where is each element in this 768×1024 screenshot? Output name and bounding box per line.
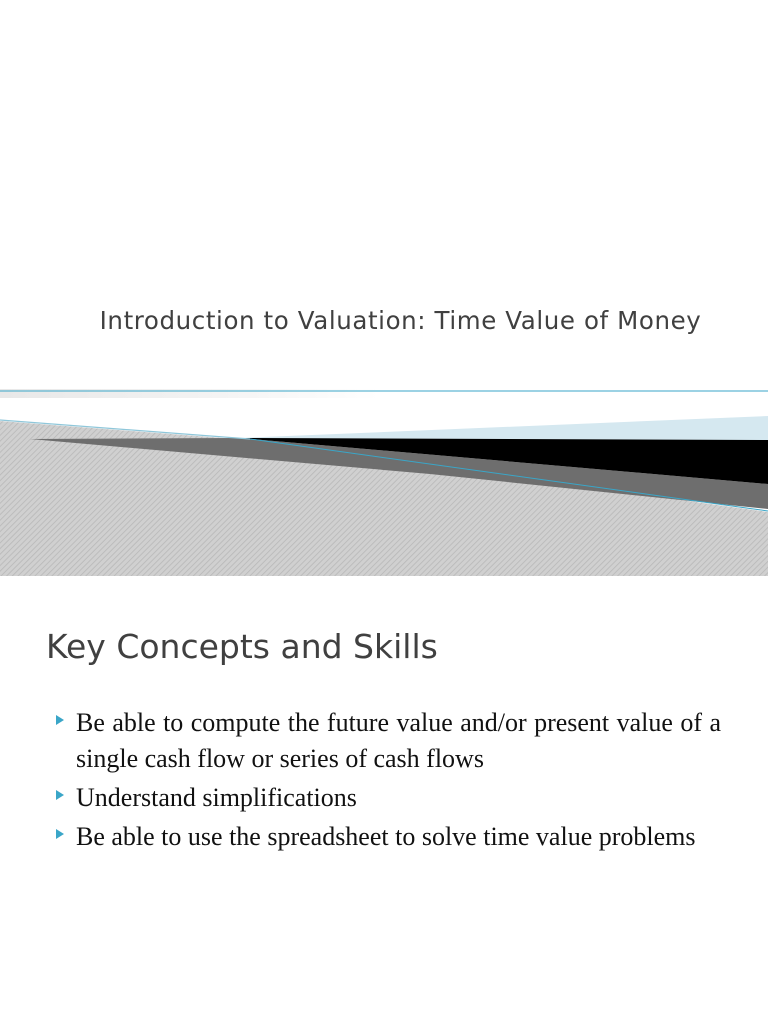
bullet-text: Be able to use the spreadsheet to solve time value problems xyxy=(76,822,696,851)
bullet-item xyxy=(46,819,721,855)
bullet-list xyxy=(46,705,721,858)
bullet-item xyxy=(46,705,721,777)
triangle-right-icon xyxy=(56,829,64,839)
decorative-band-graphic xyxy=(0,384,768,576)
triangle-right-icon xyxy=(56,715,64,725)
bullet-text: Be able to compute the future value and/or present value of a single cash flow or series of cash flows xyxy=(76,708,721,773)
bullet-text: Understand simplifications xyxy=(76,783,357,812)
slide-title: Introduction to Valuation: Time Value of Money xyxy=(99,306,702,335)
bullet-item xyxy=(46,780,721,816)
triangle-right-icon xyxy=(56,790,64,800)
slide-heading: Key Concepts and Skills xyxy=(46,627,438,666)
